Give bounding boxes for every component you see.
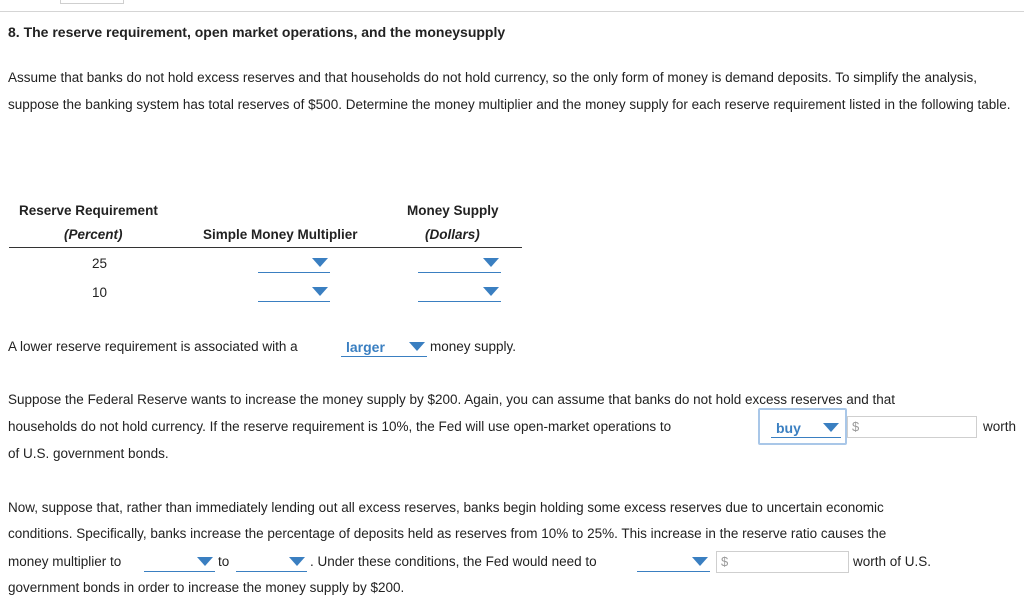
money-supply-dropdown-25[interactable] [418,254,501,273]
chevron-down-icon [312,287,328,296]
col-multiplier-header: Simple Money Multiplier [203,227,358,242]
fed-line-2-before: households do not hold currency. If the reserve requirement is 10%, the Fed will use open-market operations to [8,419,672,434]
question-title: 8. The reserve requirement, open market operations, and the moneysupply [8,24,506,40]
chevron-down-icon [483,287,499,296]
fed-line-2-after: worth [983,419,1017,434]
excess-line-3d: worth of U.S. [853,554,932,569]
chevron-down-icon [289,557,305,566]
col-money-supply-header: Money Supply [407,203,499,218]
buy-sell-dropdown[interactable] [771,419,841,438]
chevron-down-icon [692,557,708,566]
multiplier-dropdown-10[interactable] [258,283,330,302]
col-reserve-requirement-header: Reserve Requirement [19,203,158,218]
lower-rr-dropdown[interactable] [341,338,427,357]
dollar-sign: $ [852,419,860,434]
chevron-down-icon [312,258,328,267]
dollar-sign: $ [721,554,729,569]
bond-amount-input[interactable] [847,416,977,438]
excess-line-3b: to [218,554,230,569]
multiplier-change-from-dropdown[interactable] [144,553,215,572]
chevron-down-icon [823,423,839,432]
col-money-supply-sub: (Dollars) [425,227,480,242]
intro-paragraph: Assume that banks do not hold excess reserves and that households do not hold currency, so the only form of money is demand deposits. To simplify the analysis, suppose the banking system has total reserves of $500. Determine the money multiplier and the money supply for each reserve requirement listed in the following table. [8,70,1011,112]
excess-line-4: government bonds in order to increase the money supply by $200. [8,580,405,595]
col-reserve-requirement-sub: (Percent) [64,227,123,242]
lower-rr-text-after: money supply. [430,339,517,354]
fed-line-1: Suppose the Federal Reserve wants to increase the money supply by $200. Again, you can assume that banks do not hold excess reserves and that [8,392,896,407]
fed-action-dropdown[interactable] [637,553,710,572]
divider [0,11,1024,12]
chevron-down-icon [409,342,425,351]
money-supply-dropdown-10[interactable] [418,283,501,302]
excess-bond-amount-input[interactable] [716,551,849,573]
chevron-down-icon [483,258,499,267]
top-tab [60,0,124,4]
buy-sell-selected: buy [776,420,801,436]
multiplier-change-to-dropdown[interactable] [236,553,307,572]
excess-line-1: Now, suppose that, rather than immediately lending out all excess reserves, banks begin holding some excess reserves due to uncertain economic [8,500,884,515]
row-25-reserve: 25 [92,256,108,271]
chevron-down-icon [197,557,213,566]
excess-line-3c: . Under these conditions, the Fed would need to [310,554,597,569]
lower-rr-selected: larger [346,339,385,355]
excess-line-2: conditions. Specifically, banks increase the percentage of deposits held as reserves from 10% to 25%. This increase in the reserve ratio causes the [8,526,887,541]
multiplier-dropdown-25[interactable] [258,254,330,273]
excess-line-3a: money multiplier to [8,554,122,569]
table-header-rule [9,247,522,248]
row-10-reserve: 10 [92,285,108,300]
fed-line-3: of U.S. government bonds. [8,446,169,461]
lower-rr-text-before: A lower reserve requirement is associated with a [8,339,298,354]
